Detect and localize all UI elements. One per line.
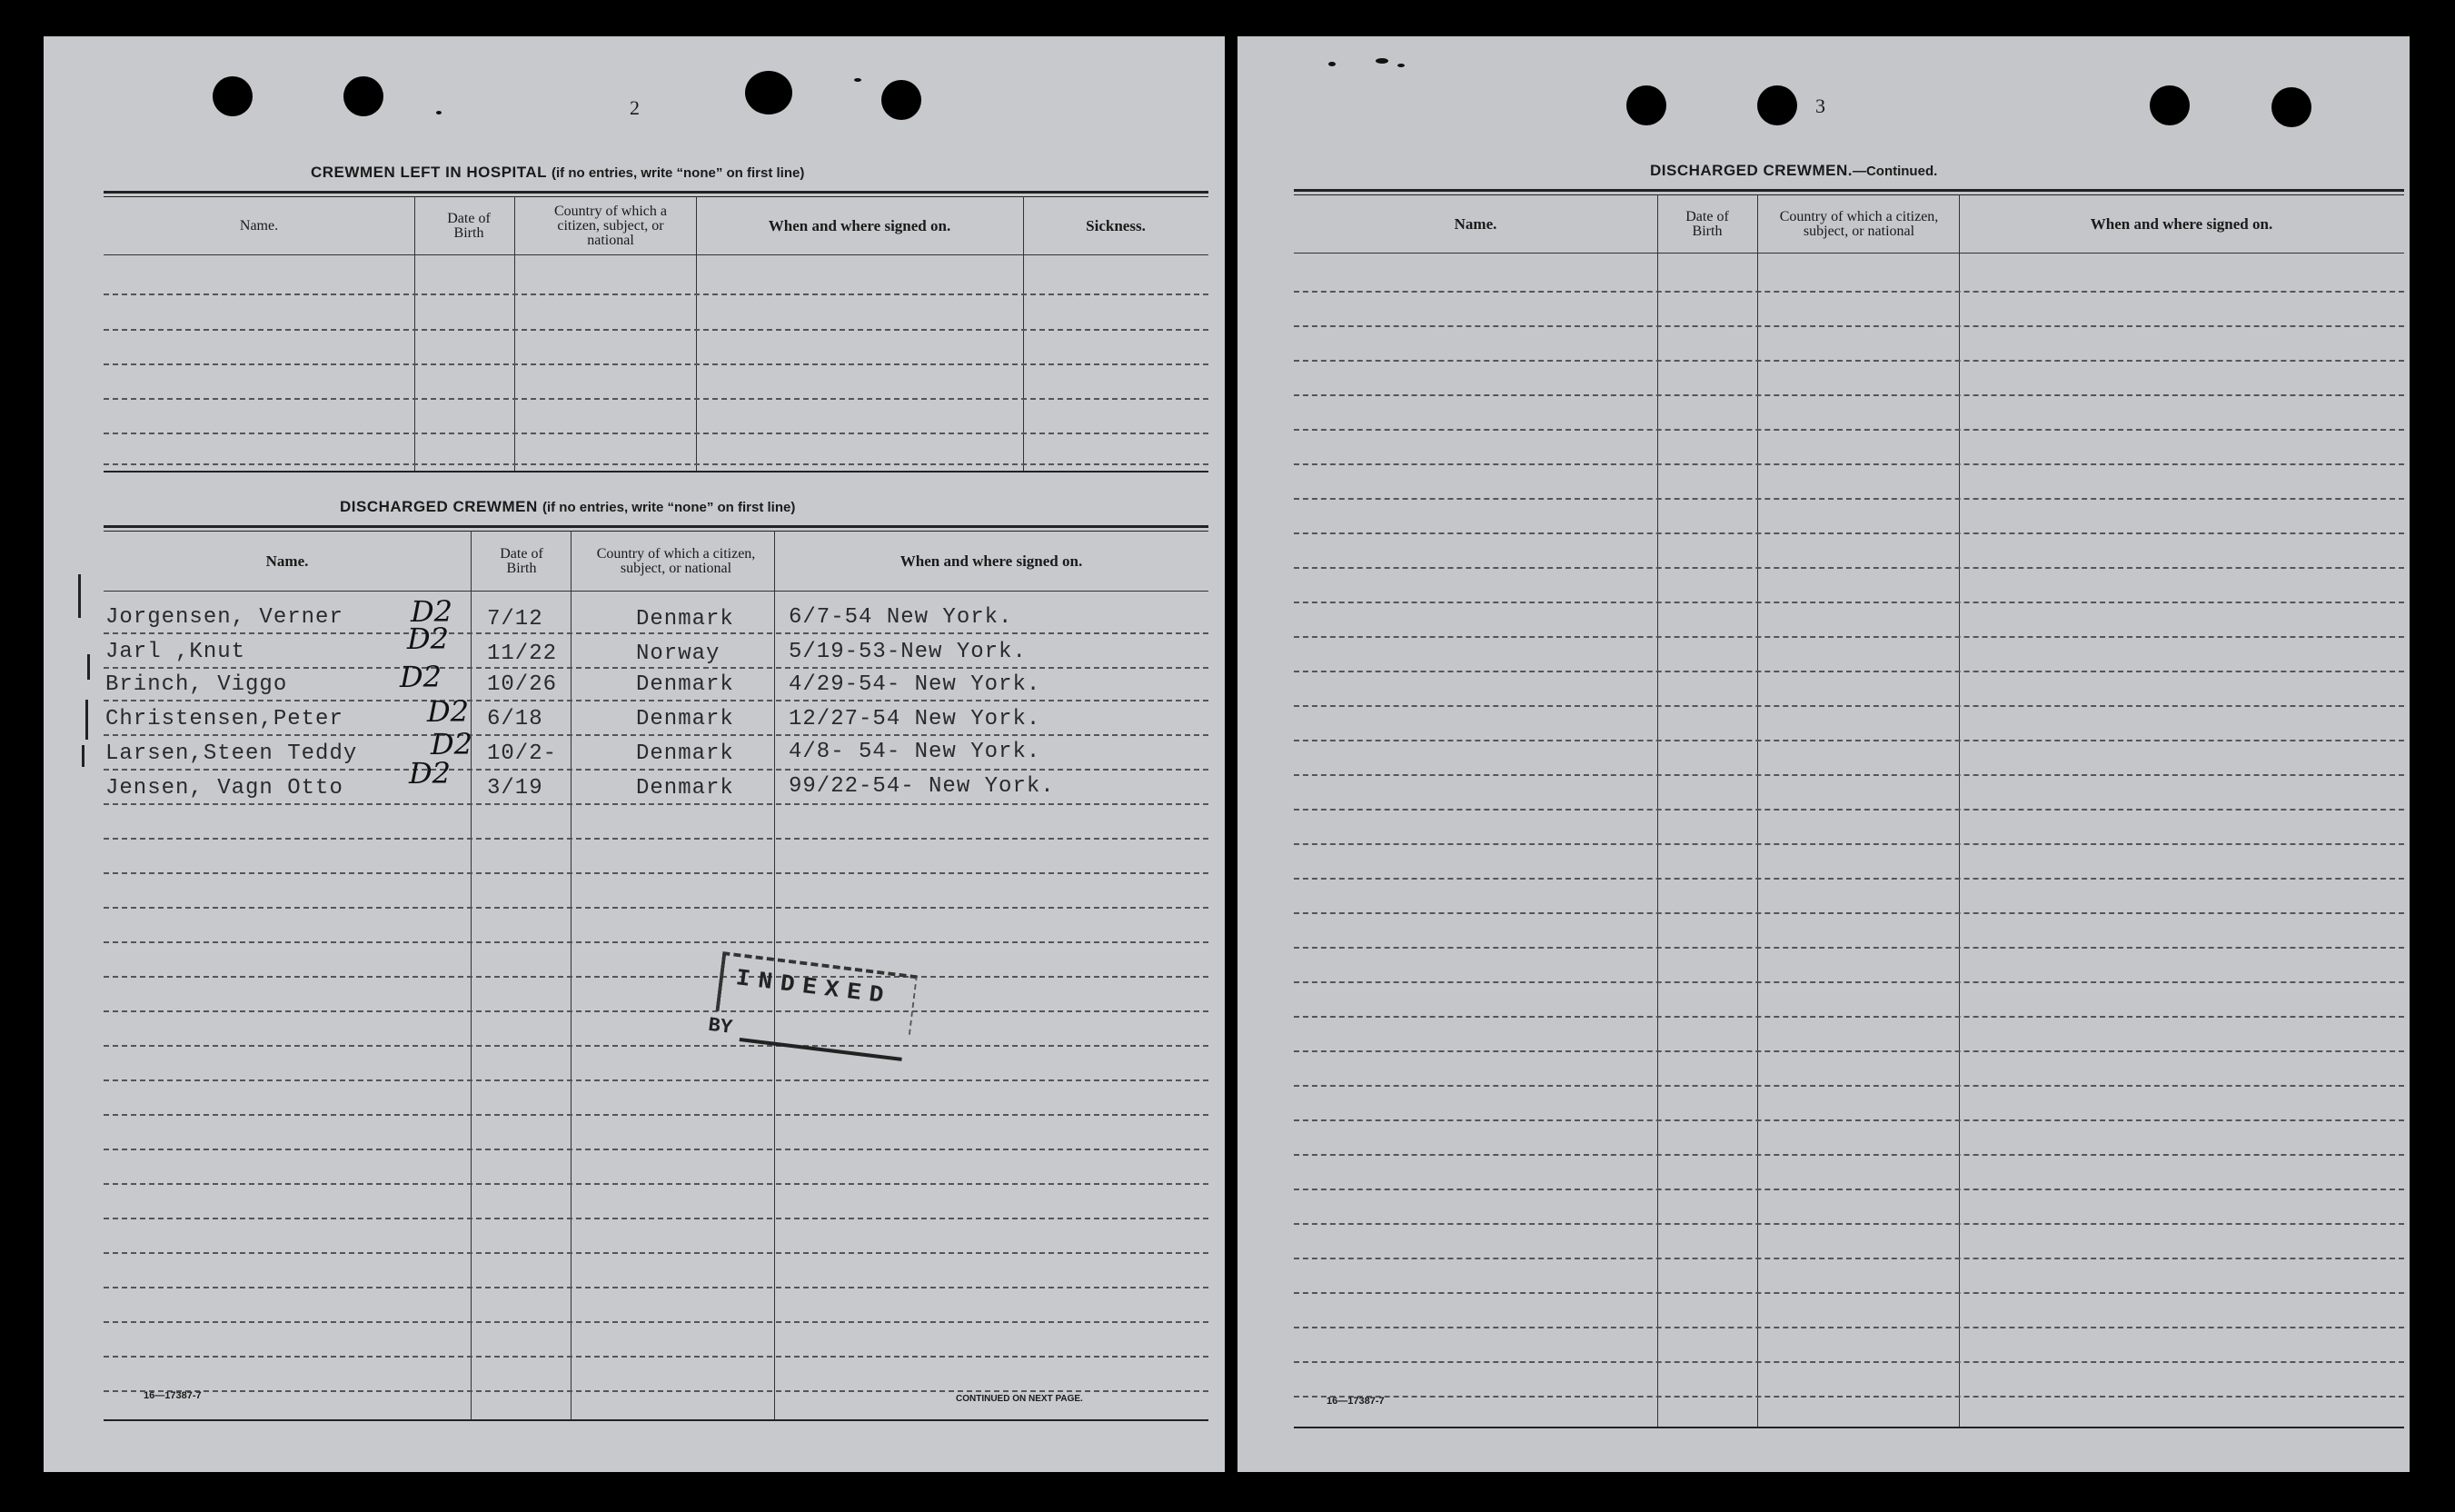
check-mark bbox=[87, 654, 90, 680]
crew-signed-on: 4/8- 54- New York. bbox=[789, 740, 1041, 764]
column-header: Country of which a citizen, subject, or national bbox=[554, 204, 667, 248]
speck bbox=[436, 111, 442, 114]
hospital-section-title: CREWMEN LEFT IN HOSPITAL (if no entries, write “none” on first line) bbox=[311, 164, 805, 181]
check-mark bbox=[82, 745, 84, 767]
check-mark bbox=[85, 700, 88, 740]
speck bbox=[1328, 62, 1336, 66]
discharged-continued-table bbox=[1294, 189, 2404, 1434]
column-header: Country of which a citizen, subject, or national bbox=[596, 546, 756, 576]
punch-hole bbox=[2150, 85, 2190, 125]
punch-hole bbox=[1626, 85, 1666, 125]
indexed-stamp: INDEXED BY bbox=[711, 951, 921, 1075]
discharged-section-title: DISCHARGED CREWMEN (if no entries, write “none” on first line) bbox=[340, 498, 796, 515]
crew-country: Denmark bbox=[636, 672, 734, 697]
handwritten-mark: D2 bbox=[409, 756, 452, 791]
crew-dob: 3/19 bbox=[487, 776, 543, 801]
column-header: When and where signed on. bbox=[768, 217, 951, 234]
column-header: Name. bbox=[239, 218, 279, 234]
crew-name: Brinch, Viggo bbox=[105, 672, 288, 697]
column-header: When and where signed on. bbox=[2090, 215, 2273, 233]
continued-note: CONTINUED ON NEXT PAGE. bbox=[956, 1394, 1083, 1404]
column-header: Sickness. bbox=[1086, 217, 1146, 234]
left-page bbox=[44, 36, 1225, 1472]
crew-country: Denmark bbox=[636, 741, 734, 766]
column-header: Date of Birth bbox=[447, 211, 491, 241]
right-page bbox=[1237, 36, 2410, 1472]
handwritten-mark: D2 bbox=[431, 727, 473, 761]
column-header: When and where signed on. bbox=[900, 552, 1083, 570]
column-header: Name. bbox=[265, 552, 309, 570]
speck bbox=[1397, 64, 1405, 67]
crew-country: Denmark bbox=[636, 607, 734, 632]
crew-country: Norway bbox=[636, 642, 721, 666]
crew-name: Jensen, Vagn Otto bbox=[105, 776, 343, 801]
handwritten-mark: D2 bbox=[411, 594, 453, 629]
column-header: Name. bbox=[1454, 215, 1497, 233]
speck bbox=[1376, 58, 1388, 64]
crew-country: Denmark bbox=[636, 776, 734, 801]
crew-country: Denmark bbox=[636, 707, 734, 731]
crew-dob: 7/12 bbox=[487, 607, 543, 632]
crew-name: Christensen,Peter bbox=[105, 707, 343, 731]
discharged-table bbox=[104, 525, 1208, 1425]
crew-dob: 10/26 bbox=[487, 672, 558, 697]
crew-signed-on: 4/29-54- New York. bbox=[789, 672, 1041, 697]
hospital-table bbox=[104, 191, 1208, 474]
handwritten-mark: D2 bbox=[400, 660, 442, 694]
column-header: Country of which a citizen, subject, or national bbox=[1779, 209, 1939, 239]
form-number: 16—17387-7 bbox=[144, 1390, 202, 1401]
handwritten-mark: D2 bbox=[407, 622, 450, 656]
crew-name: Jorgensen, Verner bbox=[105, 605, 343, 630]
check-mark bbox=[78, 574, 81, 618]
column-header: Date of Birth bbox=[500, 546, 543, 576]
page-number: 3 bbox=[1815, 94, 1825, 117]
crew-dob: 11/22 bbox=[487, 642, 558, 666]
crew-dob: 6/18 bbox=[487, 707, 543, 731]
crew-dob: 10/2- bbox=[487, 741, 558, 766]
handwritten-mark: D2 bbox=[427, 694, 470, 729]
crew-signed-on: 6/7-54 New York. bbox=[789, 605, 1013, 630]
form-number: 16—17387-7 bbox=[1327, 1396, 1385, 1407]
crew-signed-on: 99/22-54- New York. bbox=[789, 774, 1055, 799]
punch-hole bbox=[881, 80, 921, 120]
page-number: 2 bbox=[630, 96, 640, 119]
punch-hole bbox=[1757, 85, 1797, 125]
crew-name: Larsen,Steen Teddy bbox=[105, 741, 358, 766]
punch-hole bbox=[2271, 87, 2311, 127]
discharged-continued-title: DISCHARGED CREWMEN.—Continued. bbox=[1650, 162, 1938, 179]
crew-signed-on: 5/19-53-New York. bbox=[789, 640, 1027, 664]
punch-hole bbox=[745, 71, 792, 114]
crew-signed-on: 12/27-54 New York. bbox=[789, 707, 1041, 731]
punch-hole bbox=[343, 76, 383, 116]
column-header: Date of Birth bbox=[1685, 209, 1729, 239]
crew-name: Jarl ,Knut bbox=[105, 640, 246, 664]
speck bbox=[854, 78, 861, 82]
punch-hole bbox=[213, 76, 253, 116]
